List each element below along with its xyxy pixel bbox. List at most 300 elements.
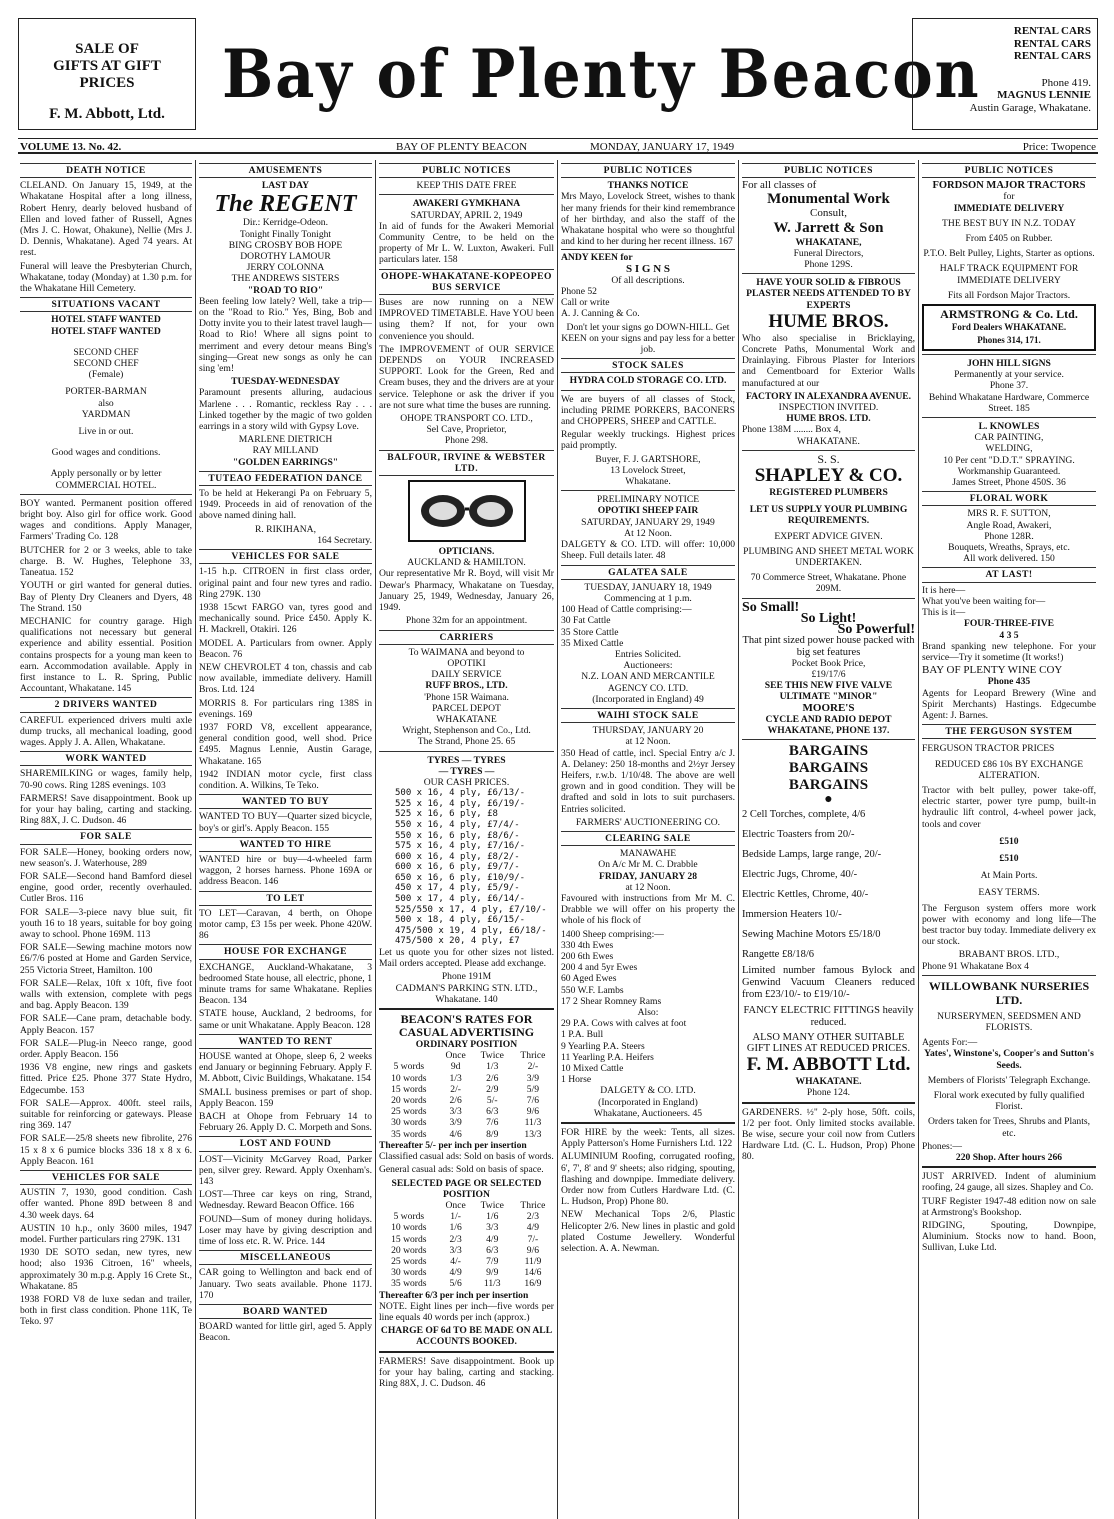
- clearing-text: Favoured with instructions from Mr M. C. Drabble we will offer on his property the whole of his flock of: [561, 892, 735, 927]
- ddt: 10 Per cent "D.D.T." SPRAYING.: [943, 454, 1075, 466]
- section-heading: HOUSE FOR EXCHANGE: [199, 944, 372, 959]
- rental-line: RENTAL CARS: [1013, 25, 1091, 37]
- optician: OPTICIANS.: [438, 546, 495, 558]
- last-day: LAST DAY: [261, 180, 310, 192]
- spectacles-logo: [407, 479, 527, 543]
- at-main-ports: At Main Ports.: [980, 870, 1038, 882]
- agents-for: Agents For:—: [922, 1037, 978, 1049]
- classified-ad: FOR SALE—Relax, 10ft x 10ft, five foot walls with extension, complete with pegs and bag. Apply Beacon. 139: [20, 977, 192, 1012]
- phone-37: Phone 37.: [989, 380, 1029, 392]
- so-small: So Small!: [742, 599, 800, 615]
- clearing-item: 17 2 Shear Romney Rams: [561, 995, 662, 1007]
- rental-phone: Phone 419.: [1041, 76, 1091, 89]
- section-heading: AMUSEMENTS: [199, 163, 372, 178]
- expert: EXPERT ADVICE GIVEN.: [774, 530, 883, 542]
- classified-ad: MECHANIC for country garage. High qualifications not necessary but general experience and ability essential. Position contains prospects for a young man keen to earn. Accommodation available. Apply in first instance to L. R. Spring, Public Accountant, Whakatane. 145: [20, 615, 192, 695]
- classified-ad: 1938 15cwt FARGO van, tyres good and mechanically sound. Price £450. Apply K. H. Mackrell, Otakiri. 126: [199, 601, 372, 636]
- galatea-sig: Entries Solicited.: [614, 648, 682, 660]
- hume-name: HUME BROS.: [768, 310, 889, 332]
- hotel-line: PORTER-BARMAN: [65, 386, 147, 398]
- rates-table-ordinary: Once Twice Thrice 5 words 9d 1/3 2/- 10 words 1/3 2/6 3/9 15 words 2/- 2/9 5/9 20 words 2/6 5/- 7/6 25 words 3/3 6/3 9/6 30 words 3/9 7/6 11/3 35 words 4/6 8/9 13/3: [391, 1050, 546, 1140]
- workmanship: Workmanship Guaranteed.: [957, 465, 1061, 477]
- tyre-price: 550 x 16, 6 ply, £8/6/-: [395, 830, 520, 841]
- gift-line-2: GIFTS AT GIFT: [53, 58, 161, 74]
- classified-ad: FOR SALE—Sewing machine motors now £6/7/6 posted at Home and Garden Service, 255 Victoria Street, Hamilton. 100: [20, 942, 192, 976]
- classified-ad: HOUSE wanted at Ohope, sleep 6, 2 weeks end January or beginning February. Apply F. M. Abbott, Civic Buildings, Whakatane. 154: [199, 1051, 372, 1085]
- galatea-item: 35 Store Cattle: [561, 626, 619, 638]
- price-510: £510: [999, 835, 1019, 847]
- ferguson-prices: FERGUSON TRACTOR PRICES: [922, 743, 1055, 755]
- sutton: MRS R. F. SUTTON,: [967, 508, 1051, 520]
- classified-ad: CAR going to Wellington and back end of January. Two seats available. Phone 117J. 170: [199, 1267, 372, 1301]
- opotiki-date: SATURDAY, JANUARY 29, 1949: [581, 516, 715, 528]
- classified-ad: FOR SALE—Plug-in Neeco range, good order. Apply Beacon. 156: [20, 1037, 192, 1061]
- galatea-sig: N.Z. LOAN AND MERCANTILE: [581, 671, 715, 683]
- bargain-item: Electric Toasters from 20/-: [742, 829, 855, 841]
- film-title: "GOLDEN EARRINGS": [232, 456, 339, 468]
- hotel-line: (Female): [88, 369, 124, 381]
- classified-ad: FOR SALE—Second hand Bamford diesel engine, good order, recently overhauled. Cutler Bros. 116: [20, 870, 192, 905]
- bus-text: Buses are now running on a NEW IMPROVED TIMETABLE. Have YOU been using them? If not, for your own convenience you should.: [379, 297, 554, 342]
- armstrong-phone: Phones 314, 171.: [977, 335, 1041, 346]
- clearing-item: 1400 Sheep comprising:—: [561, 928, 664, 940]
- tyre-price: 500 x 18, 4 ply, £6/15/-: [395, 915, 526, 926]
- column-3: [377, 160, 556, 1519]
- galatea-item: 100 Head of Cattle comprising:—: [561, 604, 692, 616]
- classified-ad: EXCHANGE, Auckland-Whakatane, 3 bedroomed State house, all electric, phone, 1 minute trams for same Whakatane. Replies Beacon. 134: [199, 961, 372, 1007]
- tyre-price: 650 x 16, 6 ply, £10/9/-: [395, 872, 526, 883]
- film-blurb: Paramount presents alluring, audacious Marlene . . . Romantic, reckless Ray . . . Linked together by the magic of two golden earrings in a story wild with Gypsy Love.: [199, 387, 372, 433]
- clearing-item: 11 Yearling P.A. Heifers: [561, 1051, 654, 1063]
- tyre-price: 450 x 17, 4 ply, £5/9/-: [395, 883, 520, 894]
- pocket: Pocket Book Price,: [791, 657, 866, 669]
- manawahe: MANAWAHE: [619, 848, 677, 860]
- gymkhana-title: AWAKERI GYMKHANA: [412, 198, 521, 210]
- column-1: [18, 160, 194, 1519]
- fits-all: Fits all Fordson Major Tractors.: [947, 289, 1071, 301]
- section-heading: FOR SALE: [20, 829, 192, 844]
- hotel-line: Live in or out.: [78, 426, 134, 438]
- cast: BING CROSBY BOB HOPE: [228, 239, 343, 251]
- bullet-icon: ●: [824, 792, 833, 808]
- classified-ad: SMALL business premises or part of shop. Apply Beacon. 159: [199, 1086, 372, 1109]
- shapley-address: 70 Commerce Street, Whakatane. Phone 209M.: [750, 572, 907, 595]
- classified-ad: NEW Mechanical Tops 2/6, Plastic Helicopter 2/6. New lines in plastic and gold plated Costume Jewellery. Wonderful selection. A. A. Newman.: [561, 1209, 735, 1255]
- tyre-price: 600 x 16, 6 ply, £9/7/-: [395, 862, 520, 873]
- rates-note: NOTE. Eight lines per inch—five words per line equals 40 words per inch (approx.): [379, 1300, 554, 1323]
- hydra-sig: Buyer, F. J. GARTSHORE,: [595, 453, 701, 465]
- classified-ad: CAREFUL experienced drivers multi axle dump trucks, all mechanical loading, good wages. Apply J. A. Allen, Whakatane.: [20, 714, 192, 748]
- galatea-time: Commencing at 1 p.m.: [604, 592, 692, 604]
- director: Dir.: Kerridge-Odeon.: [243, 217, 328, 229]
- section-heading: SITUATIONS VACANT: [20, 297, 192, 312]
- from-price: From £405 on Rubber.: [965, 233, 1053, 245]
- let-us: LET US SUPPLY YOUR PLUMBING REQUIREMENTS.: [749, 504, 908, 527]
- cash-prices: OUR CASH PRICES.: [423, 776, 510, 788]
- classified-ad: FOR SALE—3-piece navy blue suit, fit youth 16 to 18 years, suitable for boy going away to school. Phone 169M. 113: [20, 906, 192, 940]
- classified-ad: AUSTIN 10 h.p., only 3600 miles, 1947 model. Further particulars ring 279K. 131: [20, 1222, 192, 1246]
- cast: RAY MILLAND: [252, 445, 319, 457]
- bargain-item: Electric Jugs, Chrome, 40/-: [742, 869, 858, 881]
- column-5: [740, 160, 917, 1519]
- pto: P.T.O. Belt Pulley, Lights, Starter as options.: [923, 248, 1095, 260]
- phones-label: Phones:—: [922, 1140, 962, 1152]
- rates-table-selected: Once Twice Thrice 5 words 1/- 1/6 2/3 10 words 1/6 3/3 4/9 15 words 2/3 4/9 7/- 20 words 3/3 6/3 9/6 25 words 4/- 7/9 11/9 30 words 4/9 9/9 14/6 35 words 5/6 11/3 16/9: [391, 1199, 546, 1290]
- section-heading: CLEARING SALE: [561, 831, 735, 846]
- hotel-line: SECOND CHEF: [73, 346, 139, 358]
- jarrett-town: WHAKATANE,: [795, 236, 862, 248]
- this-is-it: This is it—: [922, 607, 966, 619]
- film-blurb: Been feeling low lately? Well, take a trip—on the "Road to Rio." Yes, Bing, Bob and Dotty invite you to their latest travel laugh—Road to Rio! Where all signs point to merriment and every detour means Bing's singing—Great new songs as only he can sing 'em!: [199, 295, 372, 375]
- tuteao-sec: 164 Secretary.: [317, 534, 372, 546]
- section-heading: LOST AND FOUND: [199, 1136, 372, 1151]
- gift-sig: F. M. Abbott, Ltd.: [49, 106, 165, 122]
- andy-contact: Phone 52 Call or write A. J. Canning & Co.: [561, 286, 640, 320]
- classified-ad: SHAREMILKING or wages, family help, 70-90 cows. Ring 128S evenings. 103: [20, 768, 192, 791]
- hume-text: Who also specialise in Bricklaying, Concrete Paths, Monumental Work and Drainlaying. Fibrous Plaster for Interiors and Cementboard for Exterior Walls manufactured at our: [742, 332, 915, 389]
- tyre-price: 475/500 x 20, 4 ply, £7: [395, 936, 520, 947]
- ss: S. S.: [817, 451, 840, 466]
- hume-phone: Phone 138M ........ Box 4,: [742, 424, 841, 436]
- see-new: SEE THIS NEW FIVE VALVE: [764, 680, 893, 692]
- it-is-here: It is here—: [922, 584, 966, 596]
- brabant: BRABANT BROS. LTD.,: [958, 949, 1060, 961]
- tyre-price: 475/500 x 19, 4 ply, £6/18/-: [395, 925, 547, 936]
- gift-sale-ad: [18, 18, 196, 130]
- thanks-text: Mrs Mayo, Lovelock Street, wishes to thank her many friends for their kind remembrance of her birthday, and also the staff of the Whakatane hospital who were so thoughtful and kind to her during her recent illness. 167: [561, 191, 735, 248]
- tyre-sig: CADMAN'S PARKING STN. LTD., Whakatane. 140: [395, 982, 538, 1005]
- carrier-line: 'Phone 15R Waimana.: [424, 691, 509, 703]
- classified-ad: ALUMINIUM Roofing, corrugated roofing, 6', 7', 8' and 9' sheets; also ridging, spouting, flashing and downpipe. Immediate delivery. Order now from Cutlers Hardware Ltd. (C. L. Hudson, Prop) Phone 80.: [561, 1151, 735, 1208]
- classified-ad: BACH at Ohope from February 14 to February 26. Apply D. C. Morpeth and Sons.: [199, 1111, 372, 1134]
- gymkhana-date: SATURDAY, APRIL 2, 1949: [410, 209, 523, 221]
- section-heading: TO LET: [199, 891, 372, 906]
- section-heading: WAIHI STOCK SALE: [561, 708, 735, 723]
- rental-line: RENTAL CARS: [1013, 50, 1091, 62]
- jarrett: W. Jarrett & Son: [773, 219, 884, 236]
- classified-ad: MODEL A. Particulars from owner. Apply Beacon. 76: [199, 637, 372, 660]
- car-painting: CAR PAINTING,: [974, 432, 1044, 444]
- tyre-list: [379, 788, 554, 947]
- bargain-item: Rangette £8/18/6: [742, 949, 815, 961]
- cycle-depot: CYCLE AND RADIO DEPOT: [765, 713, 892, 725]
- volume: VOLUME 13. No. 42.: [20, 141, 122, 153]
- classified-ad: FOR SALE—25/8 sheets new fibrolite, 276 15 x 8 x 6 pumice blocks 336 18 x 8 x 6. Apply Beacon. 161: [20, 1133, 192, 1167]
- tyre-text: Let us quote you for other sizes not listed. Mail orders accepted. Please add exchange.: [379, 947, 554, 970]
- plumbing-work: PLUMBING AND SHEET METAL WORK UNDERTAKEN.: [743, 545, 914, 569]
- section-heading: THE FERGUSON SYSTEM: [922, 724, 1096, 739]
- classified-ad: 1938 FORD V8 de luxe sedan and trailer, both in first class condition. Phone 11K, Te Teko. 97: [20, 1294, 192, 1328]
- column-2: [197, 160, 374, 1519]
- clearing-sig: Whakatane, Auctioneers. 45: [593, 1107, 703, 1119]
- clearing-item: 60 Aged Ewes: [561, 973, 617, 985]
- moore-phone: WHAKATANE, PHONE 137.: [767, 724, 890, 736]
- thanks-heading: THANKS NOTICE: [607, 180, 689, 192]
- john-hill: JOHN HILL SIGNS: [967, 358, 1051, 370]
- fordson: FORDSON MAJOR TRACTORS: [932, 180, 1086, 192]
- classified-ad: FOR SALE—Honey, booking orders now, new season's. J. Waterhouse, 289: [20, 846, 192, 869]
- brabant-phone: Phone 91 Whakatane Box 4: [922, 960, 1029, 972]
- for: for: [1003, 191, 1015, 203]
- opotiki-time: At 12 Noon.: [624, 527, 672, 539]
- classified-ad: FOR HIRE by the week: Tents, all sizes. Apply Patterson's Home Furnishers Ltd. 122: [561, 1127, 735, 1150]
- classified-ad: AUSTIN 7, 1930, good condition. Cash offer wanted. Phone 89D between 8 and 4.30 week days. 64: [20, 1187, 192, 1221]
- keep-date: KEEP THIS DATE FREE: [416, 180, 517, 192]
- classified-ad: NEW CHEVROLET 4 ton, chassis and cab now available, immediate delivery. Hamill Bros. Ltd. 124: [199, 661, 372, 696]
- members: Members of Florists' Telegraph Exchange.: [927, 1074, 1091, 1086]
- waihi-time: at 12 Noon.: [625, 736, 671, 748]
- bargains: BARGAINS: [788, 777, 869, 794]
- carrier-line: OPOTIKI: [447, 657, 486, 669]
- hotel-heading: HOTEL STAFF WANTED: [51, 325, 161, 337]
- classified-basis: Classified casual ads: Sold on basis of words.: [379, 1151, 554, 1163]
- bargain-item: 2 Cell Torches, complete, 4/6: [742, 809, 866, 821]
- cast: THE ANDREWS SISTERS: [231, 273, 340, 285]
- easy-terms: EASY TERMS.: [978, 887, 1040, 899]
- section-heading: BALFOUR, IRVINE & WEBSTER LTD.: [379, 450, 554, 476]
- classified-ad: FARMERS! Save disappointment. Book up for your hay baling, carting and stacking. Ring 88X, J. C. Dudson. 46: [20, 792, 192, 827]
- funeral-directors: Funeral Directors,: [793, 247, 864, 259]
- tyre-price: 550 x 16, 4 ply, £7/4/-: [395, 819, 520, 830]
- factory: FACTORY IN ALEXANDRA AVENUE.: [745, 390, 912, 402]
- clearing-item: 1 P.A. Bull: [561, 1029, 604, 1041]
- tyre-price: 525 x 16, 6 ply, £8: [395, 809, 498, 820]
- hotel-wages: Good wages and conditions.: [51, 447, 161, 459]
- all-work: All work delivered. 150: [963, 553, 1055, 565]
- tuteao-sig: R. RIKIHANA,: [254, 523, 317, 535]
- bargain-list: [742, 805, 915, 965]
- fancy-fittings: FANCY ELECTRIC FITTINGS heavily reduced.: [743, 1005, 914, 1028]
- galatea-date: TUESDAY, JANUARY 18, 1949: [584, 581, 712, 593]
- optician-city: AUCKLAND & HAMILTON.: [407, 557, 526, 569]
- optician-text: Our representative Mr R. Boyd, will visit Mr Dewar's Pharmacy, Whakatane on Tuesday, January 25, 1949, Wednesday, January 26, 1949.: [379, 568, 554, 614]
- galatea-sig: (Incorporated in England) 49: [592, 693, 704, 705]
- price-510: £510: [999, 852, 1019, 864]
- selected-position: SELECTED PAGE OR SELECTED POSITION: [391, 1177, 542, 1200]
- hydra-text: Regular weekly truckings. Highest prices paid promptly.: [561, 429, 735, 452]
- hotel-line: YARDMAN: [81, 408, 131, 420]
- section-heading: WANTED TO HIRE: [199, 837, 372, 852]
- classified-ad: WANTED hire or buy—4-wheeled farm waggon, 2 horses harness. Phone 169A or address Beacon. 146: [199, 853, 372, 888]
- regent-title: The REGENT: [214, 191, 357, 218]
- classified-ad: JUST ARRIVED. Indent of aluminium roofing, 24 gauge, all sizes. Shapley and Co.: [922, 1171, 1096, 1194]
- clearing-item: 330 4th Ewes: [561, 939, 614, 951]
- section-heading: WANTED TO RENT: [199, 1034, 372, 1049]
- vacuum-cleaners: Limited number famous Bylock and Genwind Vacuum Cleaners reduced from £23/10/- to £19/10/-: [742, 965, 915, 1001]
- classified-ad: 1936 V8 engine, new rings and gaskets fitted. Price £25. Phone 377 State Hydro, Edgecumbe. 153: [20, 1062, 192, 1096]
- abbott-town: WHAKATANE.: [795, 1076, 862, 1088]
- classified-ad: YOUTH or girl wanted for general duties. Bay of Plenty Dry Cleaners and Dyers, 48 The Strand. 150: [20, 580, 192, 614]
- classified-ad: TURF Register 1947-48 edition now on sale at Armstrong's Bookshop.: [922, 1195, 1096, 1218]
- classified-ad: WANTED TO BUY—Quarter sized bicycle, boy's or girl's. Apply Beacon. 155: [199, 811, 372, 834]
- general-basis: General casual ads: Sold on basis of space.: [379, 1164, 544, 1176]
- clearing-item: 200 4 and 5yr Ewes: [561, 962, 638, 974]
- four-three-five: FOUR-THREE-FIVE: [963, 618, 1055, 630]
- section-heading: WORK WANTED: [20, 751, 192, 766]
- signs: S I G N S: [625, 262, 671, 275]
- tyre-price: 500 x 16, 4 ply, £6/13/-: [395, 788, 526, 799]
- rental-address: Austin Garage, Whakatane.: [969, 101, 1091, 114]
- classified-ad: LOST—Vicinity McGarvey Road, Parker pen, silver grey. Reward. Apply Oxenham's. 143: [199, 1153, 372, 1188]
- rental-name: MAGNUS LENNIE: [997, 89, 1091, 101]
- dateline: [18, 138, 1098, 154]
- section-heading: PUBLIC NOTICES: [742, 163, 915, 178]
- clearing-item: 550 W.F. Lambs: [561, 984, 624, 996]
- so-powerful: So Powerful!: [837, 622, 915, 638]
- classified-ad: 1942 INDIAN motor cycle, first class condition. A. Wilkins, Te Teko.: [199, 768, 372, 791]
- gift-line-3: PRICES: [79, 75, 135, 91]
- bouquets: Bouquets, Wreaths, Sprays, etc.: [948, 542, 1070, 554]
- section-heading: DEATH NOTICE: [20, 163, 192, 178]
- tractor-text: Tractor with belt pulley, power take-off, electric starter, power tyre pump, built-in hydraulic lift control, 4-wheel power jack, tools and cover: [922, 784, 1096, 830]
- bus-sig: Sel Cave, Proprietor,: [426, 424, 507, 436]
- optician-phone: Phone 32m for an appointment.: [405, 615, 528, 627]
- rates-heading: BEACON'S RATES FOR CASUAL ADVERTISING: [398, 1012, 535, 1040]
- classified-ad: MORRIS 8. For particulars ring 138S in evenings. 169: [199, 697, 372, 720]
- jarrett-phone: Phone 129S.: [804, 259, 853, 271]
- clearing-item: 29 P.A. Cows with calves at foot: [561, 1018, 687, 1030]
- classified-ad: FOR SALE—Cane pram, detachable body. Apply Beacon. 157: [20, 1013, 192, 1036]
- waihi-text: 350 Head of cattle, incl. Special Entry a/c J. A. Delaney: 250 18-months and 2½yr Jersey Heifers, r.w.b. 1/10/48. The above are well grown and in good condition. They will be drafted and sold in lots to suit purchasers. Entries solicited.: [561, 747, 735, 815]
- clearing-item: Also:: [637, 1007, 659, 1019]
- hydra-text: We are buyers of all classes of Stock, including PRIME PORKERS, BACONERS and CHOPPERS, SHEEP and CATTLE.: [561, 393, 735, 428]
- bargain-item: Sewing Machine Motors £5/18/0: [742, 929, 881, 941]
- gift-line-1: SALE OF: [75, 41, 139, 57]
- section-heading: PUBLIC NOTICES: [561, 163, 735, 178]
- section-heading: OHOPE-WHAKATANE-KOPEOPEO BUS SERVICE: [379, 269, 554, 295]
- clearing-item: 10 Mixed Cattle: [561, 1063, 624, 1075]
- tyre-phone: Phone 191M: [441, 971, 492, 983]
- hydra-name: HYDRA COLD STORAGE CO. LTD.: [569, 375, 727, 387]
- issue-date: MONDAY, JANUARY 17, 1949: [590, 141, 735, 153]
- orders: Orders taken for Trees, Shrubs and Plants, etc.: [927, 1116, 1090, 1139]
- thereafter: Thereafter 6/3 per inch per insertion: [379, 1289, 529, 1301]
- classified-ad: RIDGING, Spouting, Downpipe, Aluminium. Stocks now to hand. Boon, Sullivan, Luke Ltd.: [922, 1220, 1096, 1254]
- half-track: HALF TRACK EQUIPMENT FOR IMMEDIATE DELIVERY: [939, 263, 1079, 286]
- section-heading: GALATEA SALE: [561, 565, 735, 580]
- number-435: 4 3 5: [999, 629, 1019, 641]
- permanently: Permanently at your service.: [954, 369, 1064, 381]
- phone-128r: Phone 128R.: [984, 530, 1034, 542]
- willowbank: WILLOWBANK NURSERIES LTD.: [928, 978, 1090, 1007]
- tyre-price: 525 x 16, 4 ply, £6/19/-: [395, 798, 526, 809]
- carrier-line: RUFF BROS., LTD.: [425, 680, 508, 692]
- carrier-line: PARCEL DEPOT: [432, 702, 501, 714]
- cast: MARLENE DIETRICH: [238, 434, 333, 446]
- section-heading: VEHICLES FOR SALE: [199, 549, 372, 564]
- tonight: Tonight Finally Tonight: [239, 228, 332, 240]
- brand-new: Brand spanking new telephone. For your service—Try it sometime (It works!): [922, 640, 1096, 663]
- andy-keen: ANDY KEEN for: [561, 249, 735, 263]
- section-heading: WANTED TO BUY: [199, 794, 372, 809]
- waiting: What you've been waiting for—: [922, 595, 1046, 607]
- bus-sig: Phone 298.: [444, 435, 489, 447]
- hotel-name: COMMERCIAL HOTEL.: [55, 479, 157, 491]
- opotiki-text: DALGETY & CO. LTD. will offer: 10,000 Sheep. Full details later. 48: [561, 539, 735, 562]
- nurserymen: NURSERYMEN, SEEDSMEN AND FLORISTS.: [937, 1010, 1081, 1033]
- shop-phone: 220 Shop. After hours 266: [955, 1152, 1063, 1164]
- section-heading: CARRIERS: [379, 630, 554, 645]
- gymkhana-text: In aid of funds for the Awakeri Memorial Community Centre, to be held on the property of Mr L. W. Luxton, Awakeri. Full particulars later. 158: [379, 220, 554, 266]
- hume-town: WHAKATANE.: [797, 435, 860, 447]
- galatea-sig: AGENCY CO. LTD.: [607, 682, 689, 694]
- carrier-line: DAILY SERVICE: [431, 669, 502, 681]
- tuteao-text: To be held at Hekerangi Pa on February 5, 1949. Proceeds in aid of renovation of the above named dining hall.: [199, 488, 372, 522]
- behind: Behind Whakatane Hardware, Commerce Street. 185: [928, 391, 1090, 414]
- so-light: So Light!: [800, 610, 857, 626]
- section-heading: PUBLIC NOTICES: [379, 163, 554, 178]
- tyres-heading: TYRES — TYRES: [427, 754, 506, 766]
- classified-ad: FOR SALE—Approx. 400ft. steel rails, suitable for reinforcing or gateways. Please ring 369. 147: [20, 1097, 192, 1132]
- pint: That pint sized power house packed with big set features: [742, 635, 915, 658]
- bus-sig: OHOPE TRANSPORT CO. LTD.,: [400, 413, 533, 425]
- angle-road: Angle Road, Awakeri,: [966, 519, 1052, 531]
- galatea-item: 35 Mixed Cattle: [561, 637, 624, 649]
- armstrong-dealer: Ford Dealers WHAKATANE.: [951, 322, 1067, 333]
- section-heading: MISCELLANEOUS: [199, 1250, 372, 1265]
- classified-ad: FOUND—Sum of money during holidays. Loser may have by giving description and time of loss etc. R. W. Price. 144: [199, 1213, 372, 1248]
- knowles: L. KNOWLES: [978, 421, 1040, 433]
- paper-name: BAY OF PLENTY BEACON: [396, 141, 528, 153]
- immediate: IMMEDIATE DELIVERY: [953, 202, 1065, 214]
- clearing-item: 1 Horse: [561, 1074, 592, 1086]
- ordinary-position: ORDINARY POSITION: [415, 1039, 518, 1051]
- thereafter: Thereafter 5/- per inch per insertion: [379, 1139, 527, 1151]
- tyre-price: 575 x 16, 4 ply, £7/16/-: [395, 841, 526, 852]
- classified-ad: LOST—Three car keys on ring, Strand, Wednesday. Reward Beacon Office. 166: [199, 1189, 372, 1212]
- shapley: SHAPLEY & CO.: [754, 465, 903, 487]
- bop-wine: BAY OF PLENTY WINE COY: [922, 664, 1063, 677]
- waihi-sig: FARMERS' AUCTIONEERING CO.: [575, 816, 721, 828]
- bargain-item: Electric Kettles, Chrome, 40/-: [742, 889, 869, 901]
- tyre-price: 500 x 17, 4 ply, £6/14/-: [395, 894, 526, 905]
- tuesday-wednesday: TUESDAY-WEDNESDAY: [231, 376, 340, 388]
- pocket-price: £19/17/6: [811, 668, 846, 680]
- friday-date: FRIDAY, JANUARY 28: [598, 870, 697, 882]
- bargain-item: Immersion Heaters 10/-: [742, 909, 842, 921]
- carrier-line: WHAKATANE: [436, 713, 497, 725]
- rental-cars-ad: [912, 18, 1098, 130]
- classified-ad: 1-15 h.p. CITROEN in first class order, original paint and four new tyres and radio. Ring 279K. 130: [199, 566, 372, 600]
- rental-line: RENTAL CARS: [1013, 37, 1091, 50]
- hydra-sig: Whakatane.: [625, 476, 671, 488]
- ferguson-system: The Ferguson system offers more work power with economy and long life—The best tractor buy today. Immediate delivery ex our stock.: [922, 902, 1096, 948]
- cast: DOROTHY LAMOUR: [240, 251, 331, 263]
- ultimate: ULTIMATE "MINOR": [779, 691, 878, 703]
- monumental: Monumental Work: [767, 191, 890, 208]
- waihi-date: THURSDAY, JANUARY 20: [592, 725, 704, 737]
- seeds: Yates', Winstone's, Cooper's and Sutton's Seeds.: [924, 1048, 1094, 1071]
- cast: JERRY COLONNA: [246, 262, 325, 274]
- for-all: For all classes of: [742, 179, 817, 192]
- opotiki: OPOTIKI SHEEP FAIR: [597, 505, 699, 517]
- section-heading: FLORAL WORK: [922, 491, 1096, 506]
- hotel-heading: HOTEL STAFF WANTED: [51, 314, 161, 326]
- signs-sub: Of all descriptions.: [611, 274, 685, 286]
- bus-text: The IMPROVEMENT of OUR SERVICE DEPENDS on YOUR INCREASED SUPPORT. Look for the Green, Red and Cream buses, they and the drivers are at your service. Telephone or ask the driver if you are not sure what time the buses are running.: [379, 343, 554, 411]
- price: Price: Twopence: [1022, 141, 1096, 153]
- armstrong-name: ARMSTRONG & Co. Ltd.: [940, 307, 1078, 322]
- drabble: On A/c Mr M. C. Drabble: [598, 859, 698, 871]
- bargains: BARGAINS: [788, 743, 869, 760]
- carrier-line: Wright, Stephenson and Co., Ltd.: [402, 725, 531, 737]
- hotel-apply: Apply personally or by letter: [50, 468, 162, 480]
- film-title: "ROAD TO RIO": [247, 284, 324, 296]
- best-buy: THE BEST BUY IN N.Z. TODAY: [942, 217, 1076, 229]
- registered-plumbers: REGISTERED PLUMBERS: [769, 487, 888, 499]
- hydra-sig: 13 Lovelock Street,: [610, 464, 686, 476]
- abbott-name: F. M. ABBOTT Ltd.: [746, 1054, 911, 1076]
